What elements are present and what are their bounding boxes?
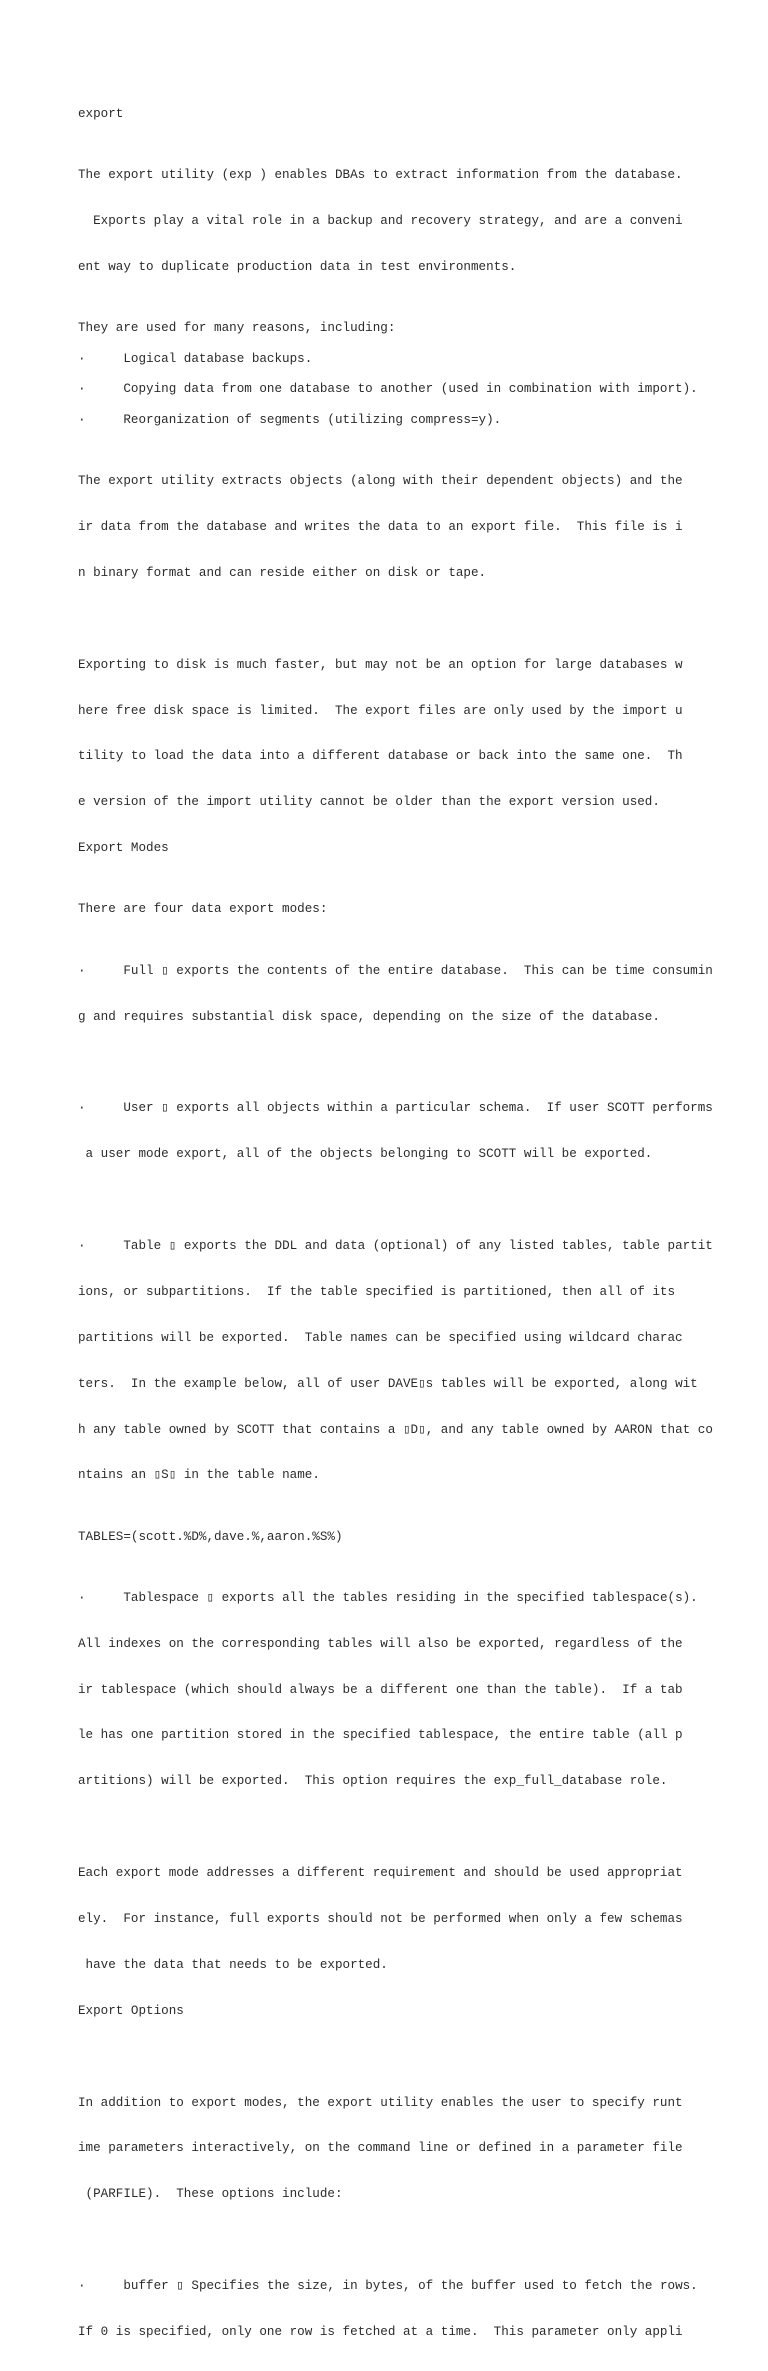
paragraph-line: · buffer ▯ Specifies the size, in bytes, of the buffer used to fetch the rows.: [78, 2279, 698, 2294]
bullet-copying-data: · Copying data from one database to another (used in combination with import).: [78, 382, 698, 397]
paragraph-line: le has one partition stored in the specified tablespace, the entire table (all p: [78, 1728, 683, 1743]
spacer: [78, 428, 758, 443]
paragraph-line: tility to load the data into a different database or back into the same one. Th: [78, 749, 683, 764]
section-heading-export-options: Export Options: [78, 2003, 184, 2018]
bullet-reorganization: · Reorganization of segments (utilizing compress=y).: [78, 412, 502, 427]
paragraph-line: ely. For instance, full exports should not be performed when only a few schemas: [78, 1912, 683, 1927]
bullet-logical-backups: · Logical database backups.: [78, 351, 313, 366]
paragraph-intro: [78, 138, 758, 306]
spacer: [78, 1055, 758, 1070]
paragraph-line: · User ▯ exports all objects within a particular schema. If user SCOTT performs: [78, 1101, 713, 1116]
bullet-mode-full: [78, 933, 758, 1055]
paragraph-line: ntains an ▯S▯ in the table name.: [78, 1468, 320, 1483]
document-page: [78, 107, 758, 2371]
paragraph-line: n binary format and can reside either on disk or tape.: [78, 565, 487, 580]
bullet-option-buffer: [78, 2249, 758, 2371]
spacer: [78, 1545, 758, 1560]
paragraph-line: Exporting to disk is much faster, but may not be an option for large databases w: [78, 657, 683, 672]
paragraph-extracts: [78, 444, 758, 612]
paragraph-export-options: [78, 2065, 758, 2233]
spacer: [78, 918, 758, 933]
paragraph-line: a user mode export, all of the objects belonging to SCOTT will be exported.: [78, 1147, 653, 1162]
spacer: [78, 367, 758, 382]
paragraph-line: The export utility (exp ) enables DBAs to extract information from the database.: [78, 168, 683, 183]
paragraph-exporting-to-disk: [78, 627, 758, 887]
spacer: [78, 336, 758, 351]
paragraph-line: · Full ▯ exports the contents of the entire database. This can be time consumin: [78, 963, 713, 978]
paragraph-line: here free disk space is limited. The export files are only used by the import u: [78, 703, 683, 718]
paragraph-line: If 0 is specified, only one row is fetched at a time. This parameter only appli: [78, 2325, 683, 2340]
spacer: [78, 1193, 758, 1208]
code-tables-example: TABLES=(scott.%D%,dave.%,aaron.%S%): [78, 1529, 343, 1544]
bullet-mode-tablespace: [78, 1560, 758, 1820]
spacer: [78, 887, 758, 902]
bullet-mode-table: [78, 1208, 758, 1514]
document-title: export: [78, 107, 124, 121]
spacer: [78, 2233, 758, 2248]
paragraph-line: All indexes on the corresponding tables will also be exported, regardless of the: [78, 1636, 683, 1651]
spacer: [78, 612, 758, 627]
paragraph-line: artitions) will be exported. This option requires the exp_full_database role.: [78, 1774, 668, 1789]
spacer: [78, 398, 758, 413]
paragraph-line: ters. In the example below, all of user DAVE▯s tables will be exported, along wit: [78, 1376, 698, 1391]
paragraph-line: ent way to duplicate production data in test environments.: [78, 259, 517, 274]
spacer: [78, 1514, 758, 1529]
spacer: [78, 1820, 758, 1835]
paragraph-line: The export utility extracts objects (along with their dependent objects) and the: [78, 474, 683, 489]
bullet-mode-user: [78, 1071, 758, 1193]
paragraph-line: partitions will be exported. Table names can be specified using wildcard charac: [78, 1330, 683, 1345]
paragraph-line: ions, or subpartitions. If the table specified is partitioned, then all of its: [78, 1284, 676, 1299]
paragraph-line: ir tablespace (which should always be a different one than the table). If a tab: [78, 1682, 683, 1697]
paragraph-line: In addition to export modes, the export utility enables the user to specify runt: [78, 2095, 683, 2110]
paragraph-line: (PARFILE). These options include:: [78, 2187, 343, 2202]
spacer: [78, 122, 758, 137]
paragraph-each-mode: [78, 1836, 758, 2050]
section-heading-export-modes: Export Modes: [78, 841, 169, 856]
paragraph-line: ime parameters interactively, on the command line or defined in a parameter file: [78, 2141, 683, 2156]
paragraph-four-modes: There are four data export modes:: [78, 902, 328, 917]
paragraph-line: · Table ▯ exports the DDL and data (optional) of any listed tables, table partit: [78, 1238, 713, 1253]
paragraph-line: h any table owned by SCOTT that contains a ▯D▯, and any table owned by AARON that co: [78, 1422, 713, 1437]
paragraph-line: Exports play a vital role in a backup and recovery strategy, and are a conveni: [78, 214, 683, 229]
spacer: [78, 2050, 758, 2065]
paragraph-line: Each export mode addresses a different requirement and should be used appropriat: [78, 1866, 683, 1881]
spacer: [78, 306, 758, 321]
paragraph-line: g and requires substantial disk space, depending on the size of the database.: [78, 1009, 660, 1024]
paragraph-line: have the data that needs to be exported.: [78, 1957, 388, 1972]
paragraph-line: · Tablespace ▯ exports all the tables residing in the specified tablespace(s).: [78, 1590, 698, 1605]
paragraph-line: e version of the import utility cannot be older than the export version used.: [78, 795, 660, 810]
paragraph-reasons: They are used for many reasons, including:: [78, 321, 396, 336]
paragraph-line: ir data from the database and writes the data to an export file. This file is i: [78, 520, 683, 535]
